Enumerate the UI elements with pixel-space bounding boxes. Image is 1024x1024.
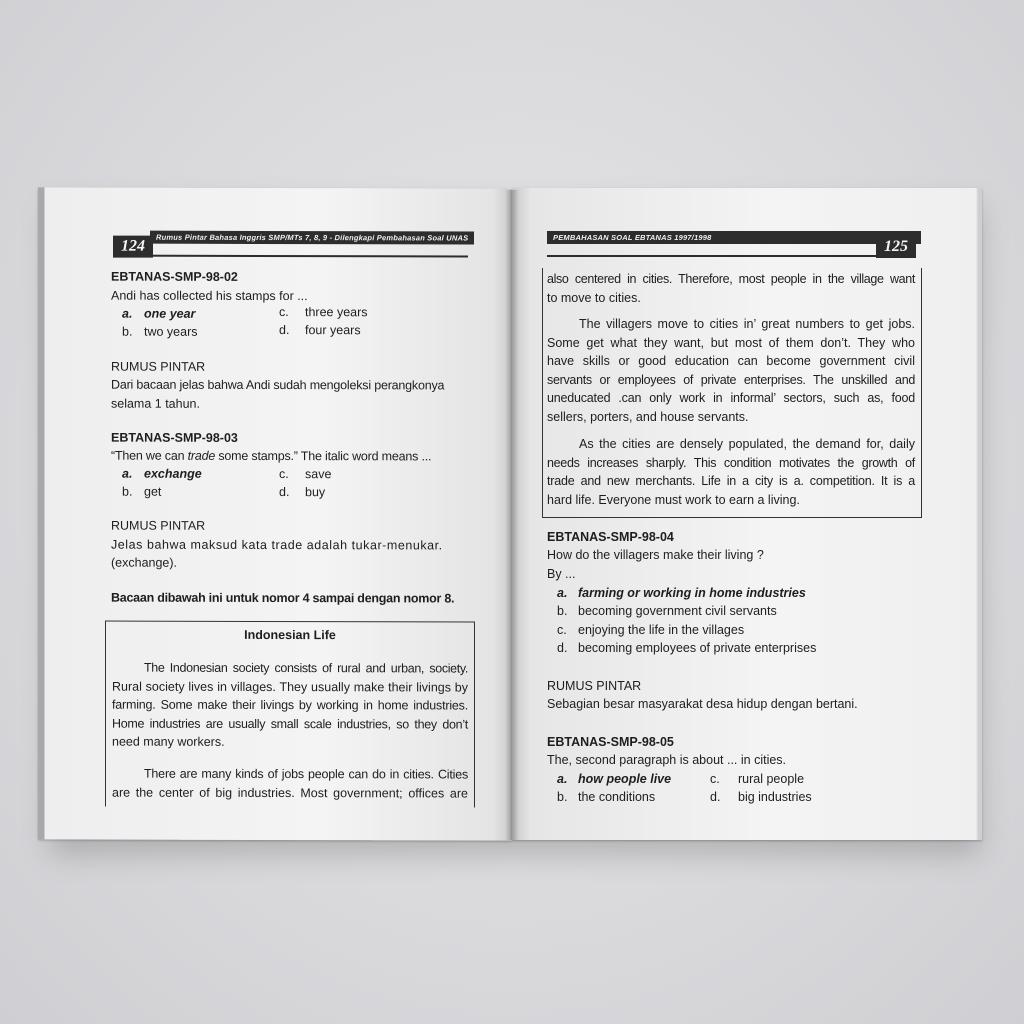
passage-cont-p1 — [547, 315, 915, 426]
q03-question-italic: trade — [187, 448, 216, 463]
q02-option-d: four years — [305, 323, 361, 338]
q05-option-b: the conditions — [578, 790, 656, 804]
passage-cont-p1-line-5: uneducated .can only work in informal’ sectors, such as, food — [547, 391, 915, 405]
passage-cont-p1-line-4: servants or employees of private enterprises. The unskilled and — [547, 372, 915, 387]
left-page-number: 124 — [113, 236, 153, 258]
right-header-bar — [547, 231, 921, 244]
left-header-text: Rumus Pintar Bahasa Inggris SMP/MTs 7, 8, 9 - Dilengkapi Pembahasan Soal UNAS — [156, 232, 469, 243]
passage-p2-line-1: There are many kinds of jobs people can do in cities. Cities — [144, 766, 468, 782]
q03-question-post: some stamps.” The italic word means ... — [215, 448, 432, 464]
q03-question — [111, 447, 431, 466]
passage-box-right — [542, 268, 922, 518]
reading-intro: Bacaan dibawah ini untuk nomor 4 sampai dengan nomor 8. — [111, 590, 455, 606]
rp2-line1: Jelas bahwa maksud kata trade adalah tukar-menukar. — [111, 537, 443, 553]
passage-title: Indonesian Life — [244, 627, 336, 643]
right-page-number: 125 — [876, 236, 916, 258]
rp3-line1: Sebagian besar masyarakat desa hidup dengan bertani. — [547, 697, 858, 711]
book-spine — [505, 190, 519, 840]
passage-p1-line-5: need many workers. — [112, 734, 225, 749]
q04-code: EBTANAS-SMP-98-04 — [547, 530, 674, 544]
q04-letter-a: a. — [557, 586, 568, 600]
q05-option-c: rural people — [738, 772, 805, 786]
passage-cont-p1-line-6: sellers, porters, and house servants. — [547, 409, 749, 424]
q03-option-d: buy — [305, 485, 326, 500]
passage-cont-p2 — [547, 435, 915, 509]
q05-question: The, second paragraph is about ... in cities. — [547, 753, 787, 767]
q04-question: How do the villagers make their living ? — [547, 548, 764, 562]
passage-cont-p2-line-2: needs increases sharply. This condition motivates the growth of — [547, 455, 915, 470]
passage-cont-p1-line-3: have skills or good education can become government civil — [547, 354, 915, 368]
q02-letter-a: a. — [122, 306, 133, 321]
q04-option-b: becoming government civil servants — [578, 604, 777, 618]
passage-cont-p2-line-1: As the cities are densely populated, the demand for, daily — [579, 437, 915, 451]
q04-letter-b: b. — [557, 604, 568, 618]
passage-p1-line-3: farming. Some make their livings by working in home industries. — [112, 697, 468, 713]
passage-box-left — [105, 621, 475, 808]
right-header-rule — [547, 255, 916, 257]
q03-question-pre: “Then we can — [111, 448, 188, 463]
q04-option-c: enjoying the life in the villages — [578, 623, 745, 637]
left-page — [38, 187, 512, 840]
rp1-line2: selama 1 tahun. — [111, 396, 200, 411]
q04-letter-d: d. — [557, 641, 568, 655]
left-header-bar — [150, 231, 474, 245]
q04-option-a: farming or working in home industries — [578, 586, 806, 600]
passage-p2-line-2: are the center of big industries. Most government; offices are — [112, 785, 468, 801]
q04-by: By ... — [547, 567, 576, 581]
passage-p2 — [112, 765, 468, 803]
q04-option-d: becoming employees of private enterprises — [578, 641, 817, 655]
q02-option-b: two years — [144, 324, 198, 339]
q03-letter-c: c. — [279, 467, 289, 482]
q02-code: EBTANAS-SMP-98-02 — [111, 269, 238, 284]
q03-letter-d: d. — [279, 485, 290, 500]
q03-option-a: exchange — [144, 466, 202, 481]
rp1-line1: Dari bacaan jelas bahwa Andi sudah mengoleksi perangkonya — [111, 377, 445, 393]
rp1-title: RUMUS PINTAR — [111, 359, 206, 374]
q02-question: Andi has collected his stamps for ... — [111, 288, 308, 304]
q05-option-a: how people live — [578, 772, 672, 786]
q03-option-c: save — [305, 467, 332, 482]
passage-cont-p2-line-4: hard life. Everyone must work to earn a living. — [547, 492, 800, 507]
q02-option-c: three years — [305, 305, 368, 320]
rp3-title: RUMUS PINTAR — [547, 679, 642, 693]
q04-letter-c: c. — [557, 623, 567, 637]
q02-letter-c: c. — [279, 305, 289, 320]
passage-p1 — [112, 659, 468, 752]
q03-option-b: get — [144, 484, 162, 499]
q02-letter-d: d. — [279, 323, 290, 338]
passage-cont-p0-line-2: to move to cities. — [547, 290, 641, 305]
q05-letter-b: b. — [557, 790, 568, 804]
passage-p1-line-4: Home industries are usually small scale industries, so they don’t — [112, 716, 468, 732]
q03-letter-a: a. — [122, 466, 133, 481]
right-page — [512, 188, 982, 840]
rp2-title: RUMUS PINTAR — [111, 518, 206, 533]
passage-cont-p1-line-2: Some get what they want, but most of them don’t. They who — [547, 335, 915, 350]
q05-letter-c: c. — [710, 772, 720, 786]
passage-cont-p1-line-1: The villagers move to cities in’ great numbers to get jobs. — [579, 317, 915, 331]
q05-code: EBTANAS-SMP-98-05 — [547, 735, 674, 749]
passage-p1-line-2: Rural society lives in villages. They usually make their livings by — [112, 679, 468, 695]
q03-letter-b: b. — [122, 484, 133, 499]
passage-cont-p0-line-1: also centered in cities. Therefore, most people in the village want — [547, 272, 915, 286]
q02-option-a: one year — [144, 306, 196, 321]
q03-code: EBTANAS-SMP-98-03 — [111, 430, 238, 445]
q05-letter-d: d. — [710, 790, 721, 804]
passage-p1-line-1: The Indonesian society consists of rural and urban, society. — [144, 660, 468, 676]
right-header-text: PEMBAHASAN SOAL EBTANAS 1997/1998 — [553, 233, 712, 242]
rp2-line2: (exchange). — [111, 555, 178, 570]
q05-letter-a: a. — [557, 772, 568, 786]
q05-option-d: big industries — [738, 790, 812, 804]
passage-cont-p0 — [547, 270, 915, 307]
q02-letter-b: b. — [122, 324, 133, 339]
passage-cont-p2-line-3: trade and new merchants. Life in a city is a. competition. It is a — [547, 474, 915, 488]
left-header-rule — [113, 255, 468, 258]
